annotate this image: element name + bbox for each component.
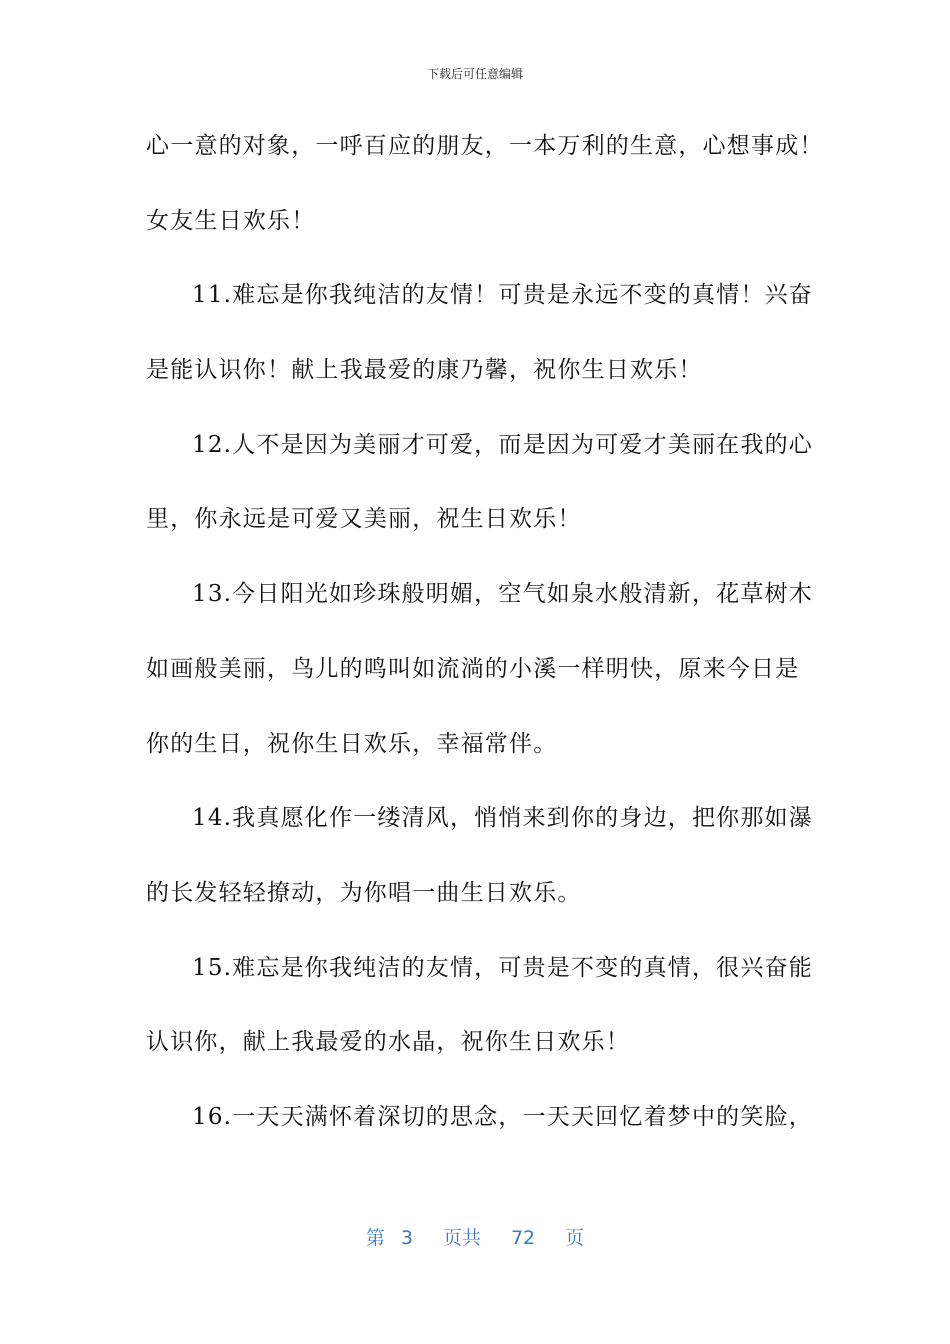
- paragraph-start-line: 11.难忘是你我纯洁的友情！可贵是永远不变的真情！兴奋: [192, 282, 813, 309]
- page-footer: [0, 1224, 950, 1252]
- text-line: 你的生日，祝你生日欢乐，幸福常伴。: [146, 730, 558, 757]
- paragraph-start-line: 13.今日阳光如珍珠般明媚，空气如泉水般清新，花草树木: [192, 581, 813, 608]
- paragraph-start-line: 15.难忘是你我纯洁的友情，可贵是不变的真情，很兴奋能: [192, 954, 813, 981]
- total-page-count: 72: [510, 1227, 536, 1249]
- paragraph-start-line: 16.一天天满怀着深切的思念，一天天回忆着梦中的笑脸，: [192, 1103, 813, 1130]
- document-body: [146, 114, 824, 1160]
- text-line: 的长发轻轻撩动，为你唱一曲生日欢乐。: [146, 879, 582, 906]
- text-line: 女友生日欢乐！: [146, 207, 316, 234]
- text-line: 里，你永远是可爱又美丽，祝生日欢乐！: [146, 506, 582, 533]
- text-line: 认识你，献上我最爱的水晶，祝你生日欢乐！: [146, 1029, 630, 1056]
- paragraph-start-line: 14.我真愿化作一缕清风，悄悄来到你的身边，把你那如瀑: [192, 805, 813, 832]
- footer-middle: 页共: [442, 1227, 481, 1249]
- footer-prefix: 第: [365, 1227, 385, 1249]
- paragraph-start-line: 12.人不是因为美丽才可爱，而是因为可爱才美丽在我的心: [192, 431, 813, 458]
- text-line: 如画般美丽，鸟儿的鸣叫如流淌的小溪一样明快，原来今日是: [146, 655, 800, 682]
- text-line: 是能认识你！献上我最爱的康乃馨，祝你生日欢乐！: [146, 357, 703, 384]
- page-header-note: 下载后可任意编辑: [426, 67, 523, 81]
- footer-suffix: 页: [565, 1227, 585, 1249]
- current-page-number: 3: [400, 1227, 413, 1249]
- text-line: 心一意的对象，一呼百应的朋友，一本万利的生意，心想事成！: [146, 133, 824, 159]
